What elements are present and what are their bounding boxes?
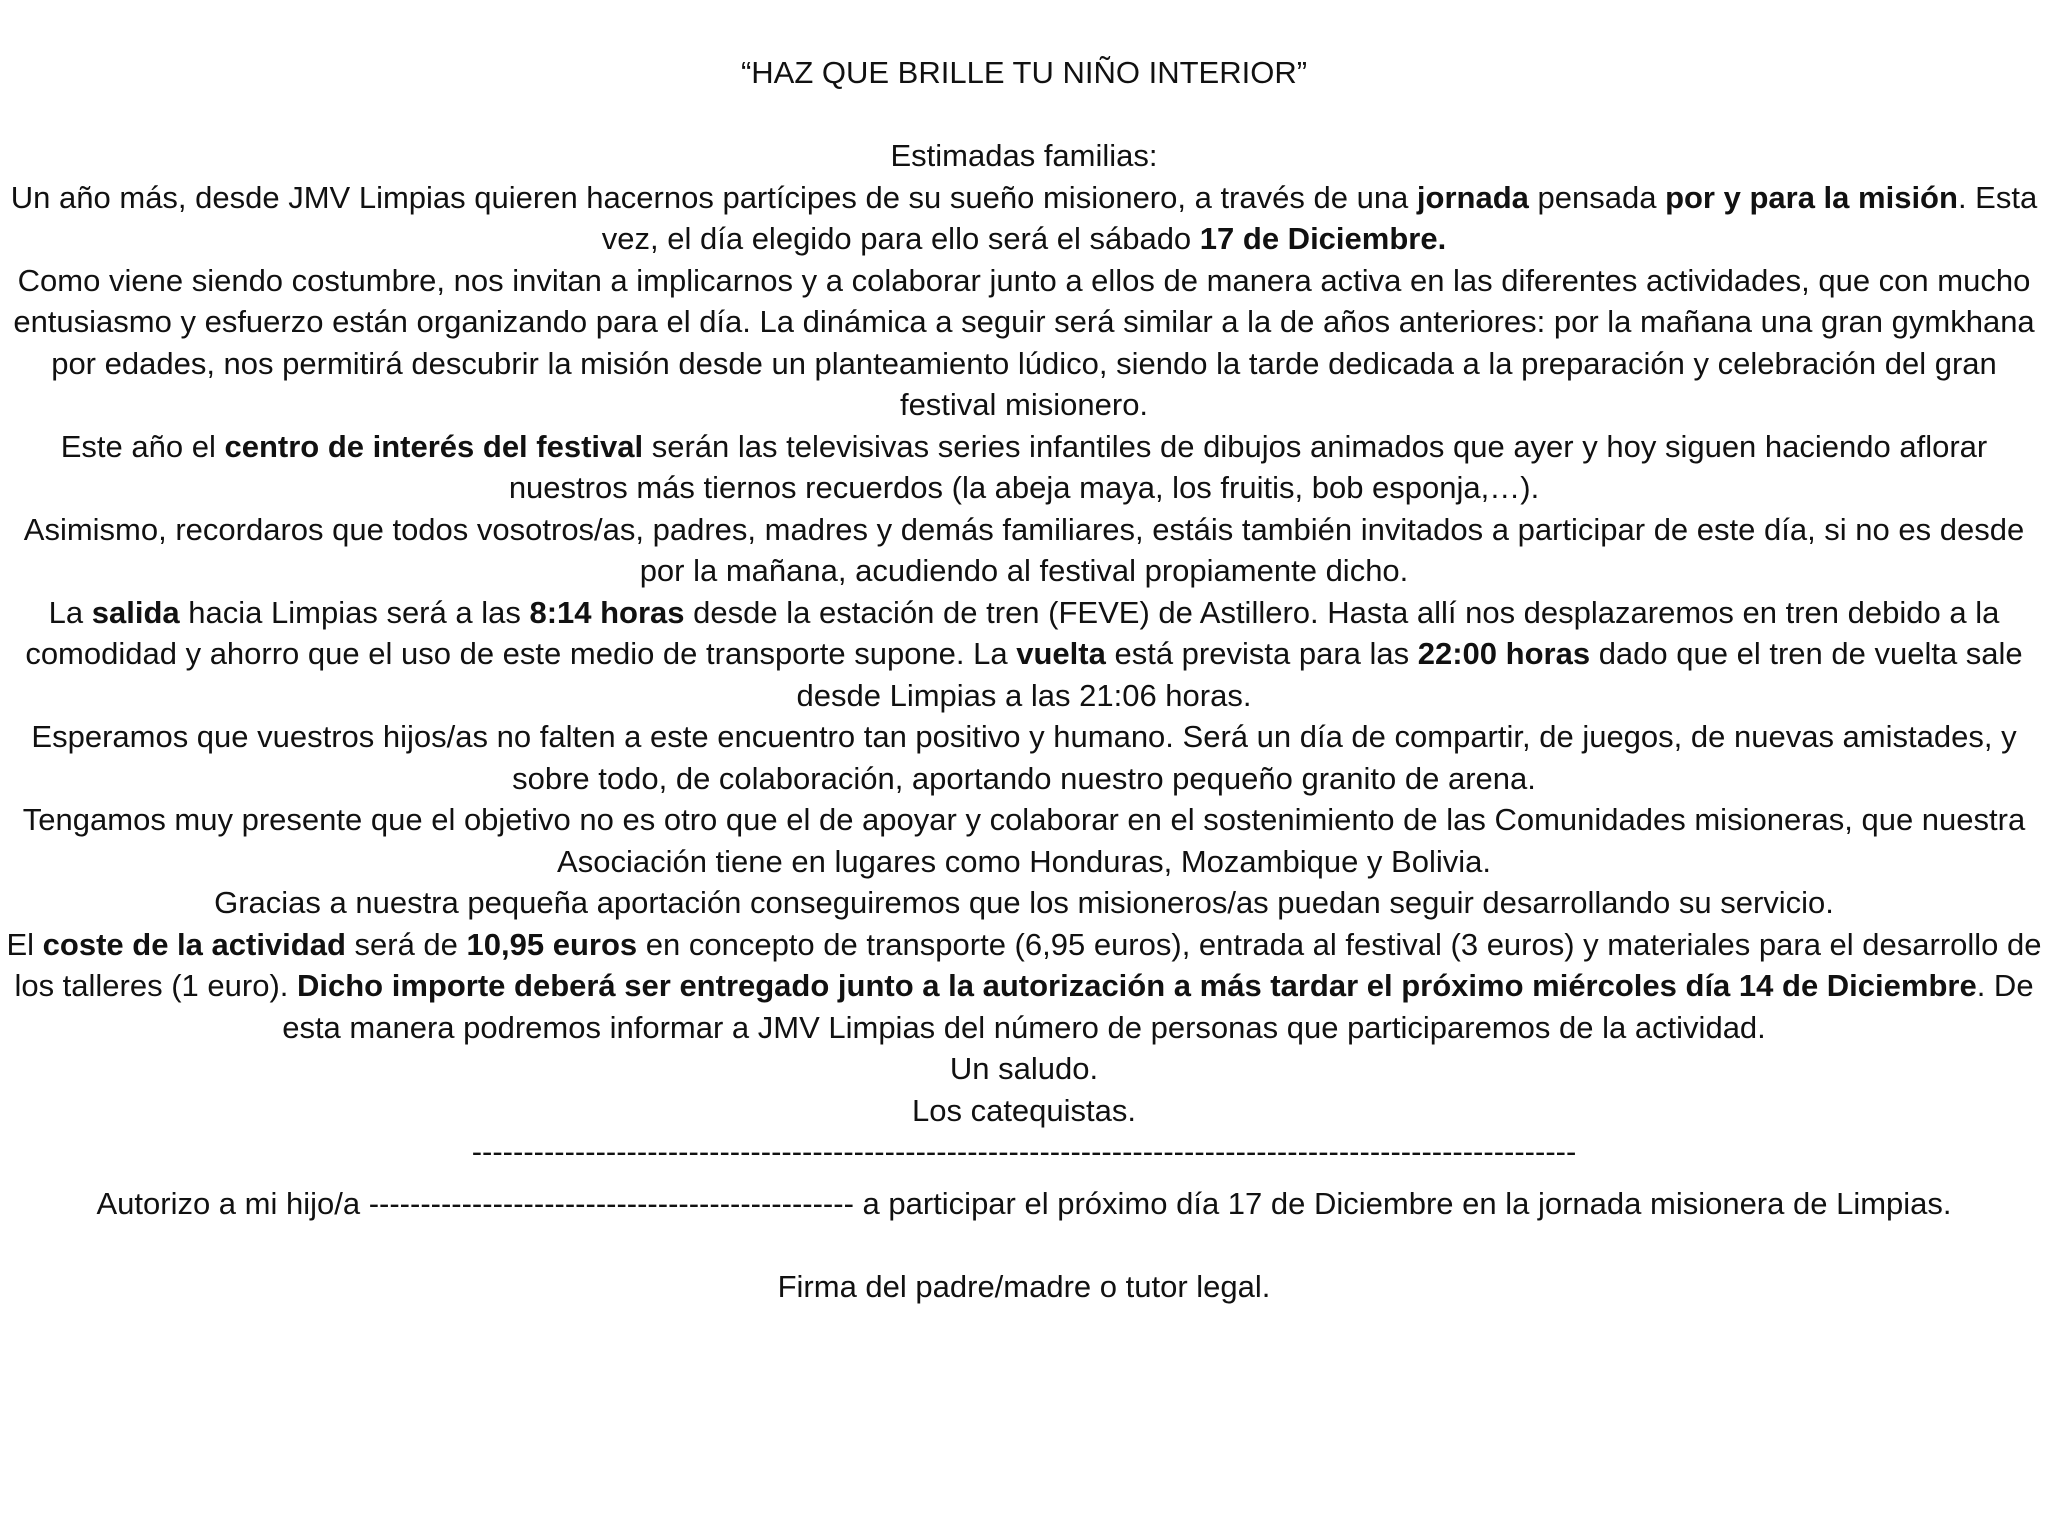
cut-line — [0, 1131, 2048, 1183]
text-run: en concepto de transporte (6,95 euros), entrada al festival (3 euros) y materiales para el desarrollo de los talleres (1 euro). — [14, 926, 2042, 1003]
text-run: pensada — [1528, 179, 1666, 215]
separator-line: ----------------------------------------------------------------------------------------------------------- — [471, 1134, 1577, 1169]
paragraph-cost — [0, 924, 2048, 1049]
bold-run: 22:00 horas — [1417, 636, 1591, 671]
paragraph-activities: Como viene siendo costumbre, nos invitan a implicarnos y a colaborar junto a ellos de manera activa en las diferentes actividades, que con mucho entusiasmo y esfuerzo están organizando para el día. La dinámica a seguir será similar a la de años anteriores: por la mañana una gran gymkhana por edades, nos permitirá descubrir la misión desde un planteamiento lúdico, siendo la tarde dedicada a la preparación y celebración del gran festival misionero. — [13, 262, 2035, 422]
paragraph-festival-theme — [0, 426, 2048, 509]
closing-greeting: Un saludo. — [949, 1051, 1099, 1086]
text-run: desde la estación de tren (FEVE) de Astillero. Hasta allí nos desplazaremos en tren debido a la comodidad y ahorro que el uso de este medio de transporte supone. La — [25, 594, 2000, 671]
text-run: Este año el — [60, 428, 225, 464]
text-run: La — [48, 594, 92, 630]
text-run: está prevista para las — [1105, 636, 1418, 671]
paragraph-objective: Tengamos muy presente que el objetivo no es otro que el de apoyar y colaborar en el sostenimiento de las Comunidades misioneras, que nuestra Asociación tiene en lugares como Honduras, Mozambique y Bolivia. — [22, 802, 2026, 879]
text-run: Un año más, desde JMV Limpias quieren hacernos partícipes de su sueño misionero, a través de una — [10, 179, 1417, 215]
text-run: . Esta vez, el día elegido para ello será el sábado — [601, 179, 2038, 256]
text-run: hacia Limpias será a las — [179, 594, 530, 630]
bold-run: vuelta — [1016, 636, 1106, 671]
spacer — [0, 1225, 2048, 1267]
text-run: a participar el próximo día 17 de Diciembre en la jornada misionera de Limpias. — [853, 1186, 1952, 1221]
text-run: El — [6, 926, 43, 962]
authorization-letter — [0, 52, 2048, 1308]
authorization-text — [0, 1183, 2048, 1225]
paragraph-contribution: Gracias a nuestra pequeña aportación conseguiremos que los misioneros/as puedan seguir desarrollando su servicio. — [214, 885, 1834, 920]
bold-run: salida — [91, 594, 180, 630]
closing-signature: Los catequistas. — [911, 1092, 1137, 1128]
bold-run: coste de la actividad — [42, 926, 346, 962]
text-run: Autorizo a mi hijo/a — [96, 1186, 369, 1221]
letter-title: “HAZ QUE BRILLE TU NIÑO INTERIOR” — [740, 55, 1308, 90]
bold-run: jornada — [1416, 179, 1529, 215]
bold-run: 17 de Diciembre. — [1199, 221, 1447, 256]
paragraph-schedule — [0, 592, 2048, 717]
bold-run: Dicho importe deberá ser entregado junto a la autorización a más tardar el próximo miércoles día 14 de Diciembre — [297, 968, 1977, 1003]
bold-run: por y para la misión — [1665, 179, 1958, 215]
signature-line: Firma del padre/madre o tutor legal. — [777, 1269, 1271, 1304]
greeting: Estimadas familias: — [890, 138, 1158, 173]
bold-run: 8:14 horas — [529, 594, 685, 630]
bold-run: centro de interés del festival — [224, 428, 644, 464]
text-run: dado que el tren de vuelta sale desde Limpias a las 21:06 horas. — [796, 636, 2023, 713]
text-run: será de — [345, 926, 467, 962]
child-name-blank[interactable]: ----------------------------------------------- — [368, 1186, 854, 1221]
paragraph-families-invited: Asimismo, recordaros que todos vosotros/as, padres, madres y demás familiares, estáis también invitados a participar de este día, si no es desde por la mañana, acudiendo al festival propiamente dicho. — [23, 511, 2025, 588]
paragraph-encounter: Esperamos que vuestros hijos/as no falten a este encuentro tan positivo y humano. Será un día de compartir, de juegos, de nuevas amistades, y sobre todo, de colaboración, aportando nuestro pequeño granito de arena. — [31, 719, 2017, 796]
paragraph-invitation — [0, 177, 2048, 260]
text-run: . De esta manera podremos informar a JMV Limpias del número de personas que participaremos de la actividad. — [282, 968, 2034, 1045]
text-run: serán las televisivas series infantiles de dibujos animados que ayer y hoy siguen haciendo aflorar nuestros más tiernos recuerdos (la abeja maya, los fruitis, bob esponja,…). — [508, 428, 1988, 505]
bold-run: 10,95 euros — [466, 926, 638, 962]
